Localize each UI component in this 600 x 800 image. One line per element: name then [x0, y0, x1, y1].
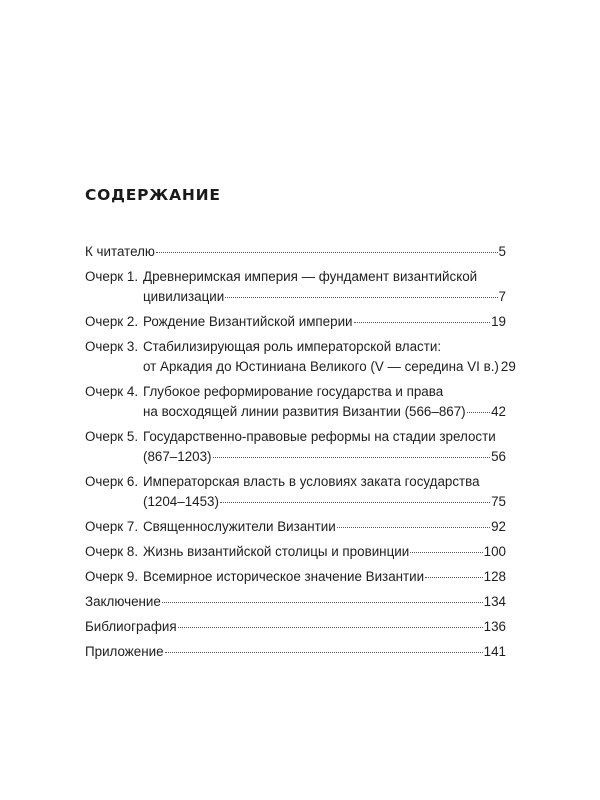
toc-entry-title: Всемирное историческое значение Византии	[143, 569, 425, 584]
toc-entry-title: Заключение	[85, 594, 161, 609]
toc-entry-label: Очерк 2.	[85, 314, 139, 329]
toc-page-number: 134	[483, 594, 506, 609]
dot-leader	[354, 322, 491, 323]
toc-entry[interactable]	[85, 592, 506, 612]
toc-entry-label: Очерк 1.	[85, 269, 139, 284]
dot-leader	[425, 577, 483, 578]
toc-entry[interactable]	[85, 517, 506, 537]
toc-page-number: 29	[500, 359, 516, 374]
toc-entry-title: Древнеримская империя — фундамент византийской	[143, 269, 478, 284]
toc-entry[interactable]	[85, 337, 516, 377]
toc-page-number: 92	[491, 519, 506, 534]
toc-page-number: 75	[491, 494, 506, 509]
toc-entry[interactable]	[85, 382, 506, 422]
dot-leader	[213, 457, 491, 458]
toc-entry-label: Очерк 9.	[85, 569, 139, 584]
toc-entry[interactable]	[85, 267, 506, 307]
dot-leader	[156, 252, 498, 253]
toc-entry-title: Библиография	[85, 619, 177, 634]
toc-entry-title: Приложение	[85, 644, 164, 659]
toc-entry[interactable]	[85, 617, 506, 637]
toc-page-number: 100	[483, 544, 506, 559]
dot-leader	[220, 502, 490, 503]
toc-entry-title: Стабилизирующая роль императорской власти:	[143, 339, 442, 354]
page-title: СОДЕРЖАНИЕ	[85, 186, 221, 204]
toc-entry-title: Священнослужители Византии	[143, 519, 336, 534]
toc-entry-title: от Аркадия до Юстиниана Великого (V — середина VI в.)	[143, 359, 499, 374]
toc-entry-title: Государственно-правовые реформы на стадии зрелости	[143, 429, 496, 444]
toc-page-number: 42	[491, 404, 506, 419]
toc-entry[interactable]	[85, 312, 506, 332]
toc-entry-label: Очерк 7.	[85, 519, 139, 534]
toc-entry-title: Глубокое реформирование государства и права	[143, 384, 444, 399]
toc-entry-label: Очерк 5.	[85, 429, 139, 444]
dot-leader	[225, 297, 497, 298]
toc-page-number: 19	[491, 314, 506, 329]
dot-leader	[410, 552, 482, 553]
toc-page-number: 136	[483, 619, 506, 634]
toc-entry-label: Очерк 8.	[85, 544, 139, 559]
toc-entry-title: (867–1203)	[143, 449, 212, 464]
toc-entry-label: Очерк 6.	[85, 474, 139, 489]
toc-entry[interactable]	[85, 567, 506, 587]
toc-entry[interactable]	[85, 242, 506, 262]
toc-entry-title: Императорская власть в условиях заката государства	[143, 474, 480, 489]
dot-leader	[178, 627, 483, 628]
toc-page-number: 7	[498, 289, 506, 304]
toc-entry-label: Очерк 3.	[85, 339, 139, 354]
toc-entry[interactable]	[85, 642, 506, 662]
toc-entry[interactable]	[85, 427, 506, 467]
toc-entry-title: цивилизации	[143, 289, 225, 304]
toc-page-number: 141	[483, 644, 506, 659]
dot-leader	[467, 412, 490, 413]
dot-leader	[162, 602, 483, 603]
table-of-contents	[85, 242, 516, 667]
toc-page-number: 56	[491, 449, 506, 464]
toc-page-number: 128	[483, 569, 506, 584]
dot-leader	[165, 652, 483, 653]
toc-entry-title: Рождение Византийской империи	[143, 314, 353, 329]
toc-entry-title: Жизнь византийской столицы и провинции	[143, 544, 410, 559]
toc-entry-label: Очерк 4.	[85, 384, 139, 399]
toc-page-number: 5	[498, 244, 506, 259]
toc-entry[interactable]	[85, 472, 506, 512]
toc-entry-title: на восходящей линии развития Византии (566–867)	[143, 404, 466, 419]
dot-leader	[337, 527, 490, 528]
toc-entry[interactable]	[85, 542, 506, 562]
toc-entry-title: К читателю	[85, 244, 155, 259]
toc-entry-title: (1204–1453)	[143, 494, 219, 509]
